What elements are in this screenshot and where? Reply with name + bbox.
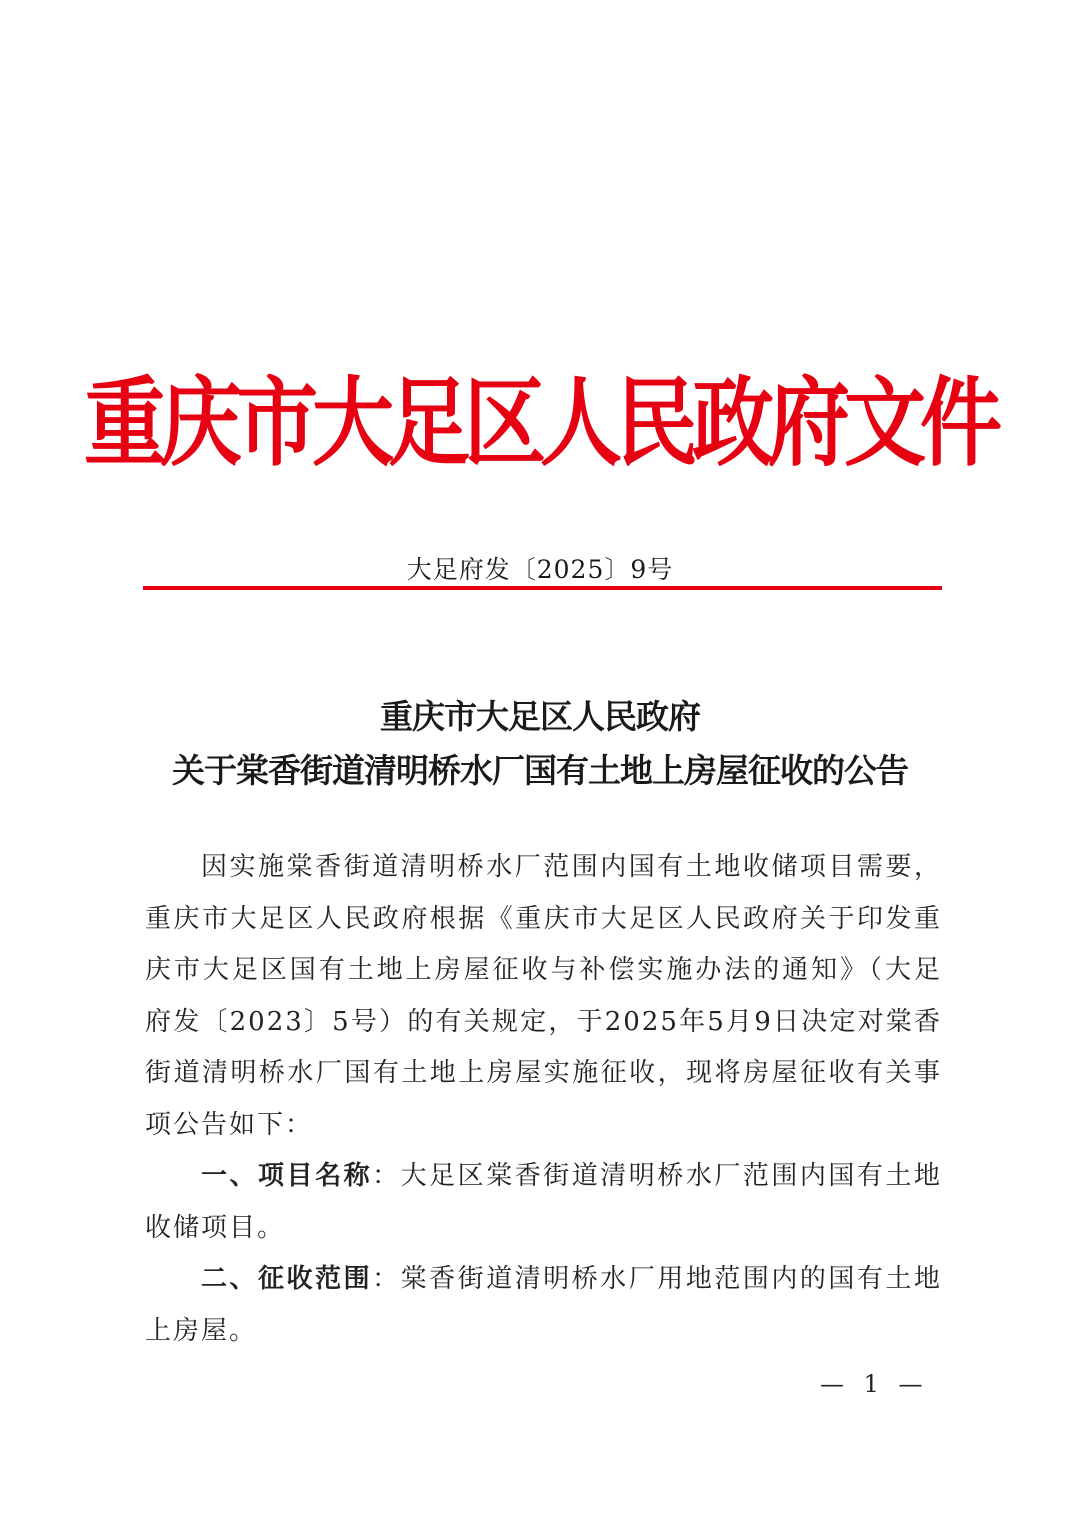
item-text: 大足区棠香街道清明桥水厂范围内国有土地收储项目。 [145,1161,942,1243]
red-divider-line [143,586,942,590]
announcement-title [100,690,980,798]
title-line-1: 重庆市大足区人民政府 [380,697,700,736]
document-number: 大足府发〔2025〕9号 [406,555,674,584]
item-separator: ： [372,1161,401,1191]
intro-paragraph: 因实施棠香街道清明桥水厂范围内国有土地收储项目需要，重庆市大足区人民政府根据《重庆市大足区人民政府关于印发重庆市大足区国有土地上房屋征收与补偿实施办法的通知》（大足府发〔2023〕5号）的有关规定，于2025年5月9日决定对棠香街道清明桥水厂国有土地上房屋实施征收，现将房屋征收有关事项公告如下： [145,852,942,1140]
item-text: 棠香街道清明桥水厂用地范围内的国有土地上房屋。 [145,1264,942,1346]
item-heading: 一、项目名称 [201,1161,373,1191]
item-project-name [145,1151,942,1254]
page-number: — 1 — [820,1370,929,1398]
item-heading: 二、征收范围 [201,1264,373,1294]
item-expropriation-scope [145,1254,942,1357]
document-body [145,842,942,1357]
title-line-2: 关于棠香街道清明桥水厂国有土地上房屋征收的公告 [172,751,908,790]
masthead-title: 重庆市大足区人民政府文件 [84,367,997,480]
item-separator: ： [372,1264,401,1294]
